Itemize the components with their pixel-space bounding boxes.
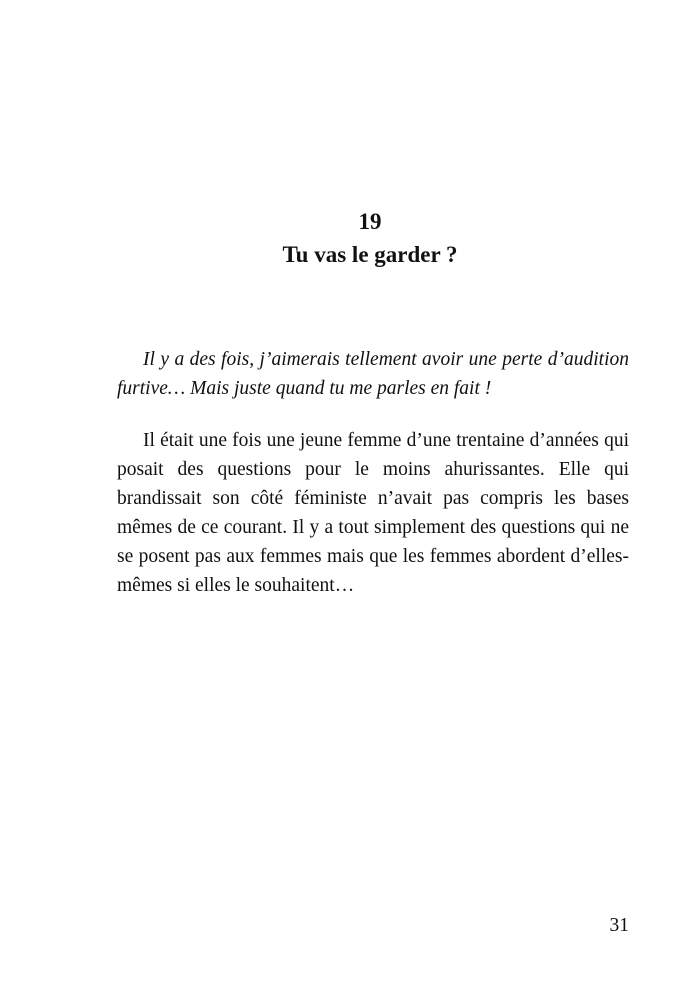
epigraph <box>117 345 629 403</box>
body-paragraph: Il était une fois une jeune femme d’une trentaine d’années qui posait des questions pour le moins ahurissantes. Elle qui brandissait son côté féministe n’avait pas compris les bases mêmes de ce courant. Il y a tout simplement des questions qui ne se posent pas aux femmes mais que les femmes abordent d’elles-mêmes si elles le souhaitent… <box>117 430 629 596</box>
epigraph-text: Il y a des fois, j’aimerais tellement avoir une perte d’audition furtive… Mais juste quand tu me parles en fait ! <box>117 349 629 399</box>
page-number: 31 <box>609 915 629 936</box>
chapter-body <box>117 426 629 600</box>
chapter-title: Tu vas le garder ? <box>282 242 458 267</box>
chapter-number: 19 <box>358 209 382 234</box>
